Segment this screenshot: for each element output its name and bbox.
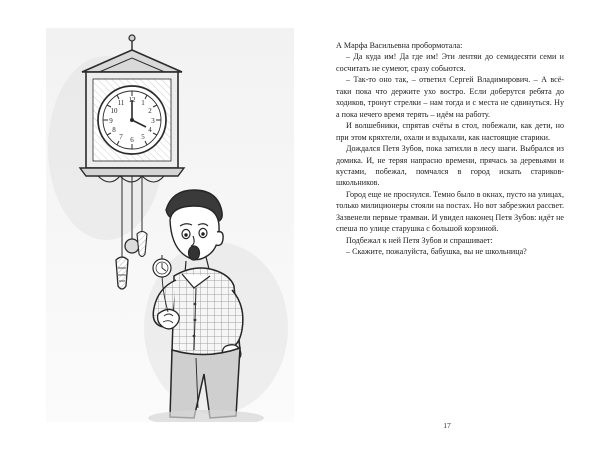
svg-text:8: 8 bbox=[112, 126, 116, 134]
paragraph: Подбежал к ней Петя Зубов и спрашивает: bbox=[346, 235, 493, 245]
paragraph: – Так-то оно так, – ответил Сергей Владимирович. – А всё-таки пока что держите ухо востро. Если доберутся ребята до ходиков, тронут стрелки – нам тогда и с места не сдвинуться. Ну а пока нечего время терять – идём на работу. bbox=[336, 75, 564, 119]
svg-text:11: 11 bbox=[117, 99, 125, 107]
illustration-artwork bbox=[46, 28, 294, 422]
body-text bbox=[336, 40, 564, 258]
svg-text:3: 3 bbox=[151, 117, 155, 125]
svg-text:7: 7 bbox=[119, 133, 123, 141]
svg-text:12: 12 bbox=[128, 96, 136, 104]
illustration bbox=[46, 28, 294, 422]
paragraph: А Марфа Васильевна пробормотала: bbox=[336, 41, 463, 50]
paragraph: И волшебники, спрятав счёты в стол, побежали, как дети, но при этом кряхтели, охали и вздыхали, как настоящие старики. bbox=[336, 121, 564, 142]
svg-text:6: 6 bbox=[130, 136, 134, 144]
svg-text:5: 5 bbox=[141, 133, 145, 141]
paragraph: Город еще не проснулся. Темно было в окнах, пусто на улицах, только милиционеры стояли на постах. Но вот забрезжил рассвет. Зазвенели первые трамваи. И увидел наконец Петя Зубов: идёт не спеша по улице старушка с большой корзиной. bbox=[336, 189, 564, 234]
svg-text:9: 9 bbox=[109, 117, 113, 125]
svg-text:4: 4 bbox=[148, 126, 152, 134]
page-number: 17 bbox=[443, 421, 451, 430]
svg-text:2: 2 bbox=[148, 107, 152, 115]
svg-text:1: 1 bbox=[141, 99, 145, 107]
paragraph: – Да куда им! Да где им! Эти лентяи до семидесяти семи и сосчитать не сумеют, сразу собьются. bbox=[336, 52, 564, 73]
text-column bbox=[330, 0, 600, 450]
paragraph: Дождался Петя Зубов, пока затихли в лесу шаги. Выбрался из домика. И, не теряя напрасно времени, прячась за деревьями и кустами, побежал, помчался в город искать стариков-школьников. bbox=[336, 144, 564, 188]
svg-text:10: 10 bbox=[110, 107, 118, 115]
paragraph: – Скажите, пожалуйста, бабушка, вы не школьница? bbox=[346, 247, 527, 257]
